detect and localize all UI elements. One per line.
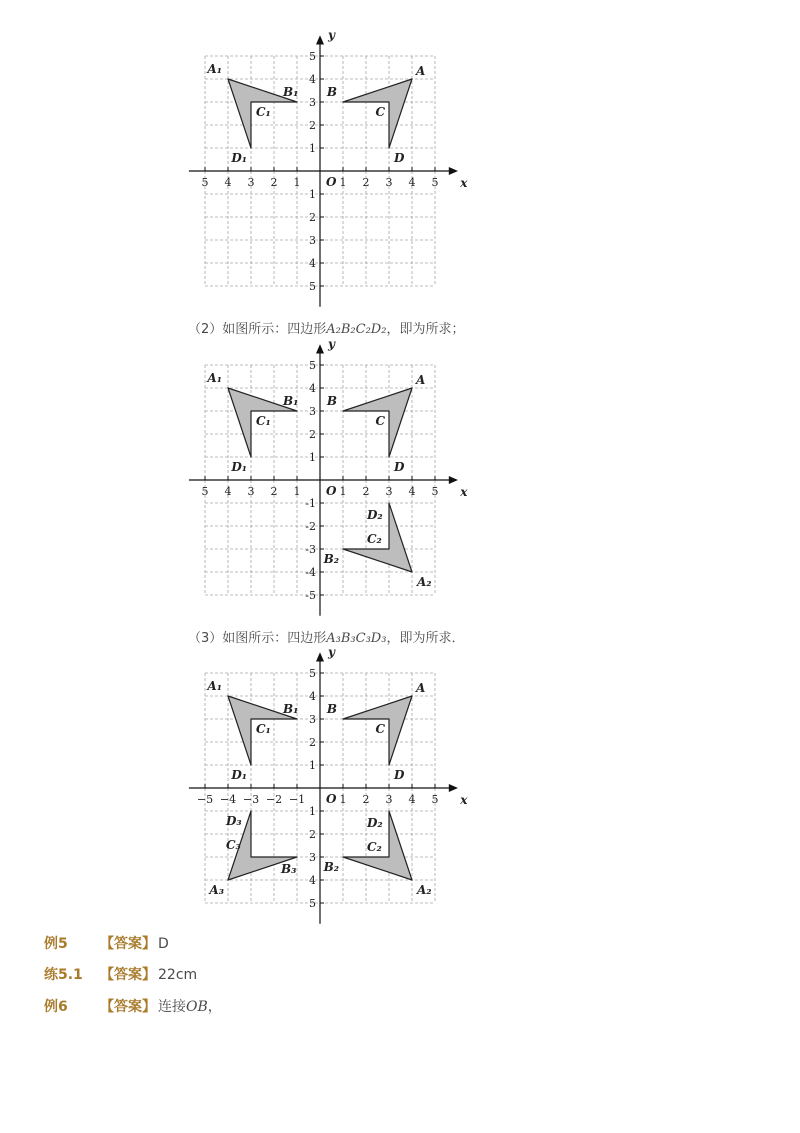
caption-part-3 (188, 627, 464, 646)
y-tick-label: 5 (309, 359, 316, 372)
vertex-label: D (394, 460, 405, 474)
y-tick-label: 2 (309, 828, 316, 841)
y-tick-label: 1 (309, 188, 316, 201)
x-tick-label: 4 (408, 176, 416, 189)
vertex-label: C₂ (367, 840, 382, 854)
coordinate-figure-3 (180, 644, 470, 928)
x-tick-label: −1 (288, 793, 306, 806)
y-tick-label: -3 (305, 543, 316, 556)
x-tick-label: 3 (385, 793, 393, 806)
x-tick-label: 1 (293, 176, 301, 189)
coordinate-figure-2 (180, 336, 470, 620)
origin-label: O (326, 792, 337, 806)
x-tick-label: −2 (265, 793, 283, 806)
y-tick-label: 3 (309, 96, 316, 109)
vertex-label: D₂ (367, 816, 383, 830)
origin-label: O (326, 484, 337, 498)
vertex-label: C₁ (256, 722, 271, 736)
caption-2-math: A₂B₂C₂D₂ (326, 322, 387, 337)
x-tick-label: 5 (431, 485, 439, 498)
vertex-label: D₁ (231, 768, 247, 782)
answer-label: 例6 (44, 999, 68, 1015)
x-tick-label: 4 (224, 485, 232, 498)
y-tick-label: -4 (305, 566, 316, 579)
vertex-label: B₂ (323, 552, 339, 566)
caption-3-suffix: ，即为所求． (386, 631, 465, 646)
caption-3-math: A₃B₃C₃D₃ (326, 631, 387, 646)
answer-bracket: 【答案】 (100, 936, 156, 952)
x-tick-label: 1 (339, 793, 347, 806)
answer-text: 22cm (158, 967, 198, 983)
x-tick-label: 4 (224, 176, 232, 189)
vertex-label: B (326, 702, 337, 716)
y-tick-label: -2 (305, 520, 316, 533)
x-axis-label: x (460, 176, 468, 190)
x-tick-label: 3 (247, 176, 255, 189)
x-tick-label: 2 (270, 176, 278, 189)
vertex-label: A₁ (207, 62, 222, 76)
vertex-label: C₁ (256, 414, 271, 428)
answer-text: D (158, 936, 169, 952)
x-tick-label: 2 (362, 793, 370, 806)
x-tick-label: 5 (201, 176, 209, 189)
y-axis-arrow-icon (316, 35, 324, 44)
x-tick-label: 5 (201, 485, 209, 498)
y-tick-label: 1 (309, 759, 316, 772)
vertex-label: A (416, 373, 426, 387)
x-tick-label: 3 (247, 485, 255, 498)
x-tick-label: −5 (196, 793, 214, 806)
y-tick-label: 5 (309, 897, 316, 910)
vertex-label: A (416, 681, 426, 695)
y-tick-label: 3 (309, 234, 316, 247)
vertex-label: D₂ (367, 508, 383, 522)
vertex-label: A₂ (417, 883, 432, 897)
vertex-label: C₂ (367, 532, 382, 546)
x-tick-label: 4 (408, 485, 416, 498)
caption-2-suffix: ，即为所求； (386, 322, 465, 337)
y-tick-label: 4 (309, 382, 316, 395)
answer-tail: ， (207, 999, 222, 1015)
x-tick-label: 5 (431, 793, 439, 806)
caption-3-prefix: （3）如图所示：四边形 (188, 631, 327, 646)
x-tick-label: 3 (385, 176, 393, 189)
answer-row-example-5 (44, 933, 169, 953)
vertex-label: B₁ (283, 394, 299, 408)
x-axis-arrow-icon (449, 476, 458, 484)
vertex-label: B₂ (323, 860, 339, 874)
y-tick-label: 3 (309, 405, 316, 418)
y-tick-label: 2 (309, 119, 316, 132)
x-tick-label: 1 (293, 485, 301, 498)
y-tick-label: 3 (309, 713, 316, 726)
x-axis-arrow-icon (449, 167, 458, 175)
vertex-label: C₁ (256, 105, 271, 119)
x-tick-label: 2 (270, 485, 278, 498)
caption-2-prefix: （2）如图所示：四边形 (188, 322, 327, 337)
vertex-label: C₃ (226, 838, 241, 852)
y-tick-label: 3 (309, 851, 316, 864)
y-axis-label: y (328, 27, 335, 42)
y-tick-label: 4 (309, 257, 316, 270)
vertex-label: A₂ (417, 575, 432, 589)
x-tick-label: −3 (242, 793, 260, 806)
vertex-label: B₁ (283, 85, 299, 99)
y-tick-label: 1 (309, 451, 316, 464)
vertex-label: D₁ (231, 460, 247, 474)
caption-part-2 (188, 318, 464, 337)
y-tick-label: 4 (309, 690, 316, 703)
vertex-label: A (416, 64, 426, 78)
answer-label: 例5 (44, 936, 68, 952)
vertex-label: C (375, 105, 385, 119)
y-tick-label: 2 (309, 211, 316, 224)
vertex-label: D (394, 151, 405, 165)
x-tick-label: 2 (362, 176, 370, 189)
answer-text: 连接 (158, 999, 186, 1015)
y-axis-label: y (328, 644, 335, 659)
y-tick-label: 2 (309, 428, 316, 441)
vertex-label: B (326, 85, 337, 99)
x-axis-label: x (460, 793, 468, 807)
y-tick-label: 1 (309, 805, 316, 818)
x-tick-label: 3 (385, 485, 393, 498)
y-tick-label: 4 (309, 874, 316, 887)
y-tick-label: -1 (305, 497, 316, 510)
vertex-label: D₃ (226, 814, 242, 828)
y-tick-label: 2 (309, 736, 316, 749)
y-tick-label: 5 (309, 667, 316, 680)
x-tick-label: 2 (362, 485, 370, 498)
answer-row-exercise-5-1 (44, 964, 197, 984)
x-tick-label: 5 (431, 176, 439, 189)
y-tick-label: 5 (309, 50, 316, 63)
y-tick-label: 1 (309, 142, 316, 155)
answer-math: OB (186, 999, 208, 1015)
y-tick-label: 5 (309, 280, 316, 293)
vertex-label: D (394, 768, 405, 782)
vertex-label: C (375, 722, 385, 736)
vertex-label: A₁ (207, 679, 222, 693)
y-axis-arrow-icon (316, 344, 324, 353)
x-tick-label: 1 (339, 485, 347, 498)
coordinate-figure-1 (180, 27, 470, 311)
answer-bracket: 【答案】 (100, 967, 156, 983)
answer-label: 练5.1 (44, 967, 83, 983)
y-tick-label: -5 (305, 589, 316, 602)
vertex-label: B₃ (281, 862, 297, 876)
x-tick-label: 1 (339, 176, 347, 189)
vertex-label: A₃ (209, 883, 224, 897)
origin-label: O (326, 175, 337, 189)
y-tick-label: 4 (309, 73, 316, 86)
x-tick-label: −4 (219, 793, 237, 806)
answer-bracket: 【答案】 (100, 999, 156, 1015)
x-tick-label: 4 (408, 793, 416, 806)
vertex-label: A₁ (207, 371, 222, 385)
y-axis-arrow-icon (316, 652, 324, 661)
x-axis-label: x (460, 485, 468, 499)
vertex-label: B₁ (283, 702, 299, 716)
vertex-label: C (375, 414, 385, 428)
vertex-label: B (326, 394, 337, 408)
y-axis-label: y (328, 336, 335, 351)
vertex-label: D₁ (231, 151, 247, 165)
answer-row-example-6 (44, 996, 222, 1016)
x-axis-arrow-icon (449, 784, 458, 792)
